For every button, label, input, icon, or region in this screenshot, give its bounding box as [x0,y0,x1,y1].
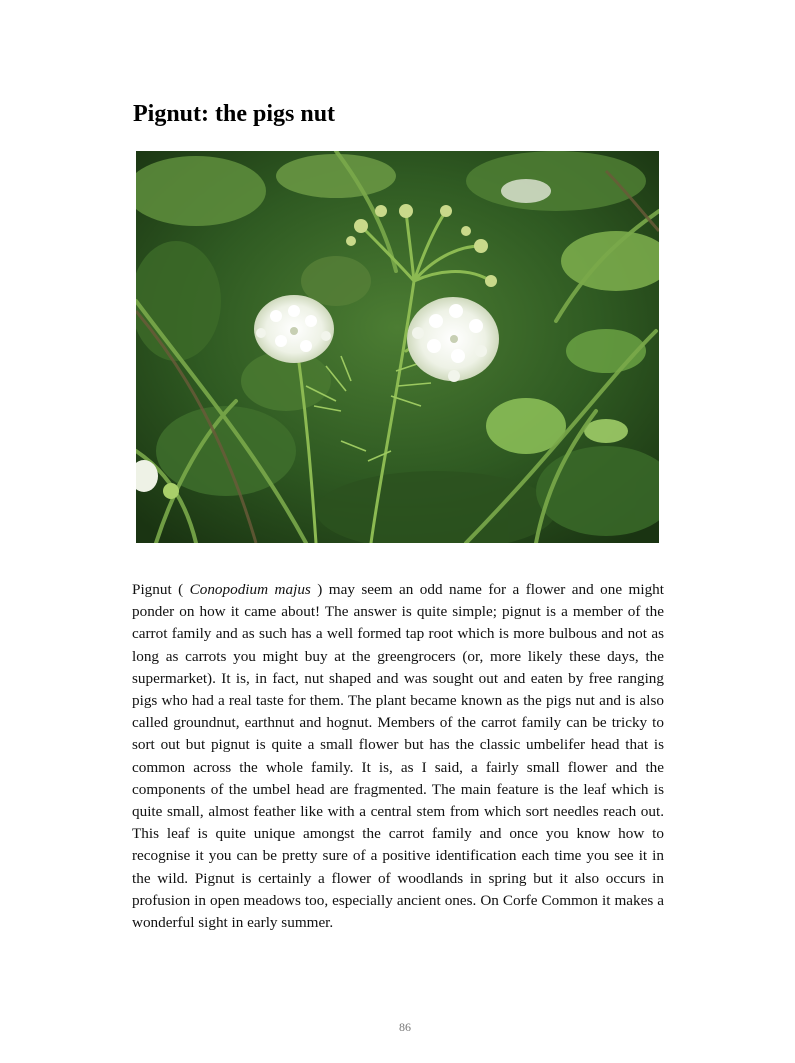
paragraph-part-2: ) may seem an odd name for a flower and one might ponder on how it came about! The answer is quite simple; pignut is a member of the carrot family and as such has a well formed tap root which is more bulbous and not as long as carrots you might buy at the greengrocers (or, more likely these days, the supermarket). It is, in fact, nut shaped and was sought out and eaten by free ranging pigs who had a real taste for them. The plant became known as the pigs nut and is also called groundnut, earthnut and hognut. Members of the carrot family can be tricky to sort out but pignut is quite a small flower but has the classic umbelifer head that is common across the whole family. It is, as I said, a fairly small flower and the components of the umbel head are fragmented. The main feature is the leaf which is quite small, almost feather like with a central stem from which sort needles reach out. This leaf is quite unique amongst the carrot family and once you know how to recognise it you can be pretty sure of a positive identification each time you see it in the wild. Pignut is certainly a flower of woodlands in spring but it also occurs in profusion in open meadows too, especially ancient ones. On Corfe Common it makes a wonderful sight in early summer. [132,581,664,932]
species-name: Conopodium majus [183,581,318,598]
paragraph-part-1: Pignut ( [132,581,184,598]
pignut-photo [136,151,659,543]
page-title: Pignut: the pigs nut [133,101,336,127]
body-paragraph [132,579,664,934]
page-number: 86 [399,1020,411,1034]
pignut-photo-illustration [136,151,659,543]
flower-umbel-left [254,295,334,363]
